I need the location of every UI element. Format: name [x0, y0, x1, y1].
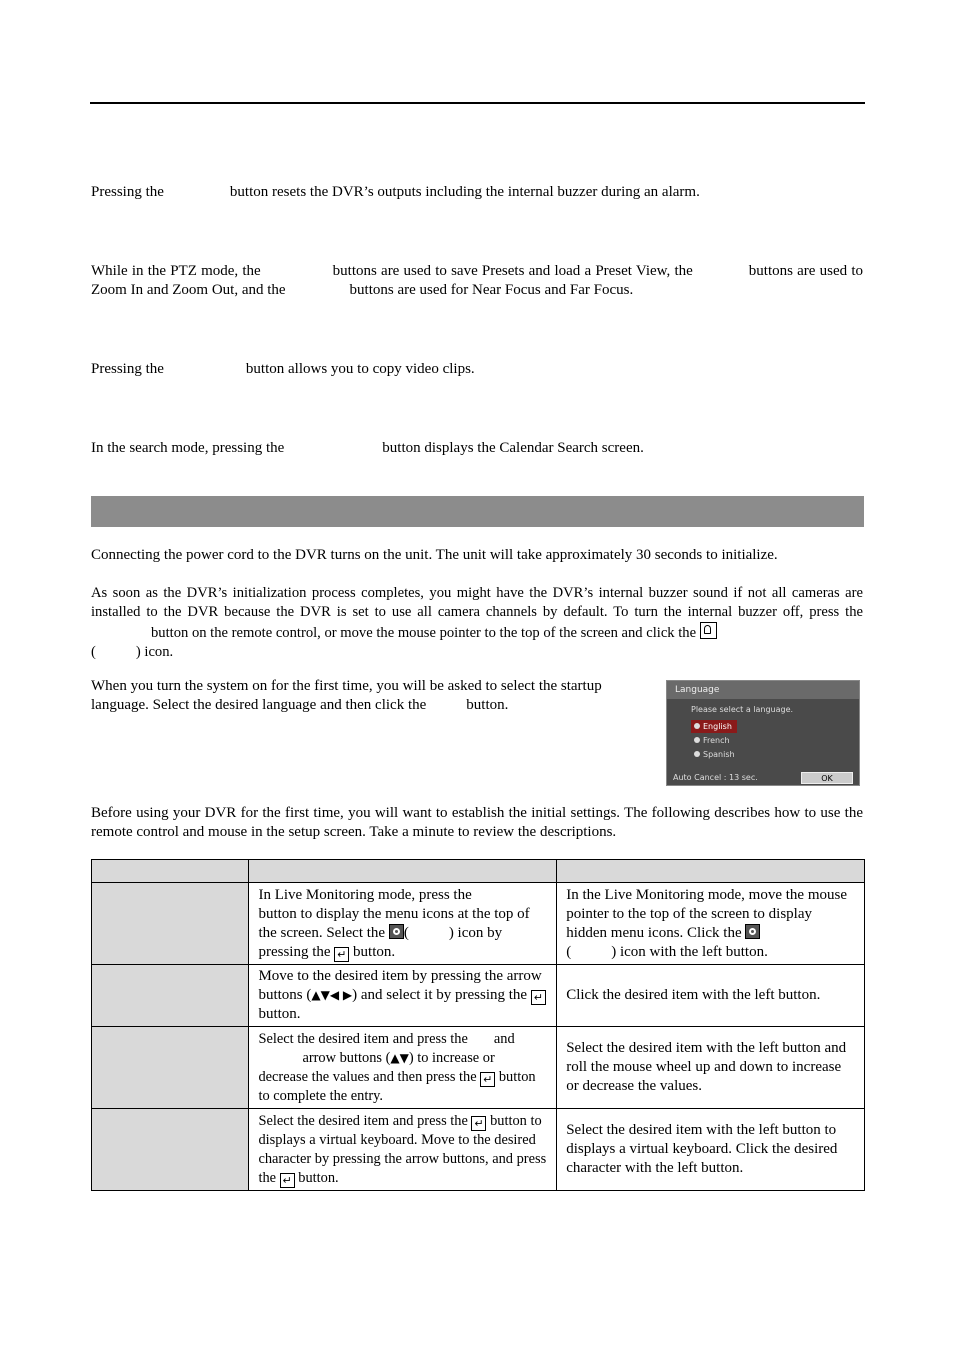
cell-text: In Live Monitoring mode, press the — [258, 886, 472, 903]
cell-text: ) to increase or decrease the values and then press the — [258, 1049, 495, 1085]
header-cell-remote — [249, 860, 557, 883]
language-paragraph — [91, 677, 651, 715]
cell-text: button to complete the entry. — [258, 1068, 536, 1104]
search-text-after: button displays the Calendar Search screen. — [382, 440, 644, 456]
enter-key-icon: ↵ — [280, 1173, 295, 1188]
table-row — [92, 1027, 865, 1109]
language-text-before: When you turn the system on for the first time, you will be asked to select the startup language. Select the desired language and then click the — [91, 678, 602, 713]
cell-text: button. — [258, 1006, 301, 1022]
alarm-paragraph — [91, 183, 863, 202]
operations-table — [91, 859, 865, 1191]
mouse-cell — [557, 883, 865, 965]
buzzer-text-c: ( — [91, 644, 96, 660]
remote-cell — [249, 1027, 557, 1109]
cell-text: ) icon by pressing the — [258, 924, 503, 960]
bell-icon — [700, 622, 717, 639]
cell-text: button. — [353, 943, 396, 960]
cell-text: ) icon with the left button. — [611, 943, 768, 960]
cell-text: Move to the desired item by pressing the arrow buttons ( — [258, 968, 542, 1003]
auto-cancel-countdown: Auto Cancel : 13 sec. — [673, 773, 758, 782]
table-row — [92, 883, 865, 965]
row-label-cell — [92, 883, 249, 965]
ok-button[interactable]: OK — [801, 772, 853, 784]
search-paragraph — [91, 439, 863, 458]
ptz-text-d: buttons are used for Near Focus and Far Focus. — [349, 282, 634, 298]
arrow-keys-icon: ▲▼◀ ▶ — [311, 988, 353, 1002]
arrow-keys-icon: ▲▼ — [390, 1050, 409, 1065]
cell-text: Select the desired item and press the — [258, 1030, 468, 1047]
buzzer-paragraph — [91, 584, 863, 662]
table-header-row — [92, 860, 865, 883]
language-option-french[interactable]: French — [691, 734, 737, 747]
ptz-text-c: buttons are used to Zoom In and Zoom Out, and the — [91, 263, 863, 298]
gear-icon — [389, 924, 404, 939]
remote-cell — [249, 883, 557, 965]
enter-key-icon: ↵ — [531, 990, 546, 1005]
power-paragraph: Connecting the power cord to the DVR turns on the unit. The unit will take approximately 30 seconds to initialize. — [91, 547, 778, 563]
row-label-cell — [92, 965, 249, 1027]
mouse-cell: Click the desired item with the left button. — [557, 965, 865, 1027]
copy-text-after: button allows you to copy video clips. — [245, 361, 475, 377]
language-text-after: button. — [466, 697, 509, 713]
cell-text: button. — [298, 1169, 339, 1186]
cell-text: ( — [403, 924, 409, 941]
search-text-before: In the search mode, pressing the — [91, 440, 285, 456]
table-row — [92, 1109, 865, 1191]
ptz-text-b: buttons are used to save Presets and load a Preset View, the — [332, 263, 693, 279]
buzzer-text-a: As soon as the DVR’s initialization process completes, you might have the DVR’s internal buzzer sound if not all cameras are installed to the DVR because the DVR is set to use all camera channels by default. To turn the internal buzzer off, press the — [91, 585, 863, 620]
enter-key-icon: ↵ — [334, 947, 349, 962]
remote-cell — [249, 965, 557, 1027]
ptz-text-a: While in the PTZ mode, the — [91, 263, 261, 279]
alarm-text-after: button resets the DVR’s outputs including the internal buzzer during an alarm. — [229, 184, 700, 200]
section-heading-band — [91, 496, 864, 527]
enter-key-icon: ↵ — [471, 1116, 486, 1131]
cell-text: ) and select it by pressing the — [352, 987, 528, 1003]
mouse-cell: Select the desired item with the left button and roll the mouse wheel up and down to increase or decrease the values. — [557, 1027, 865, 1109]
enter-key-icon: ↵ — [480, 1072, 495, 1087]
setup-paragraph: Before using your DVR for the first time, you will want to establish the initial settings. The following describes how to use the remote control and mouse in the setup screen. Take a minute to review the descriptions. — [91, 805, 863, 840]
row-label-cell — [92, 1109, 249, 1191]
dialog-title: Language — [667, 681, 859, 699]
mouse-cell: Select the desired item with the left button to displays a virtual keyboard. Click the desired character with the left button. — [557, 1109, 865, 1191]
language-option-english[interactable]: English — [691, 720, 737, 733]
row-label-cell — [92, 1027, 249, 1109]
cell-text: In the Live Monitoring mode, move the mouse pointer to the top of the screen to display hidden menu icons. Click the — [566, 886, 847, 941]
copy-paragraph — [91, 360, 863, 379]
gear-icon — [745, 924, 760, 939]
copy-text-before: Pressing the — [91, 361, 164, 377]
cell-text: arrow buttons ( — [302, 1049, 391, 1066]
table-row — [92, 965, 865, 1027]
dialog-prompt: Please select a language. — [691, 705, 794, 714]
ptz-paragraph — [91, 262, 863, 300]
cell-text: button to displays a virtual keyboard. Move to the desired character by pressing the arrow buttons, and press the — [258, 1112, 547, 1186]
language-dialog — [666, 680, 860, 786]
alarm-text-before: Pressing the — [91, 184, 164, 200]
buzzer-text-b: button on the remote control, or move the mouse pointer to the top of the screen and click the — [151, 625, 697, 641]
language-option-spanish[interactable]: Spanish — [691, 748, 737, 761]
header-cell-label — [92, 860, 249, 883]
buzzer-text-d: ) icon. — [135, 644, 174, 660]
header-rule — [90, 102, 865, 104]
cell-text: Select the desired item and press the — [258, 1112, 468, 1129]
cell-text: button to display the menu icons at the top of the screen. Select the — [258, 905, 530, 941]
cell-text: ( — [566, 943, 572, 960]
remote-cell — [249, 1109, 557, 1191]
header-cell-mouse — [557, 860, 865, 883]
cell-text: and — [493, 1030, 515, 1047]
